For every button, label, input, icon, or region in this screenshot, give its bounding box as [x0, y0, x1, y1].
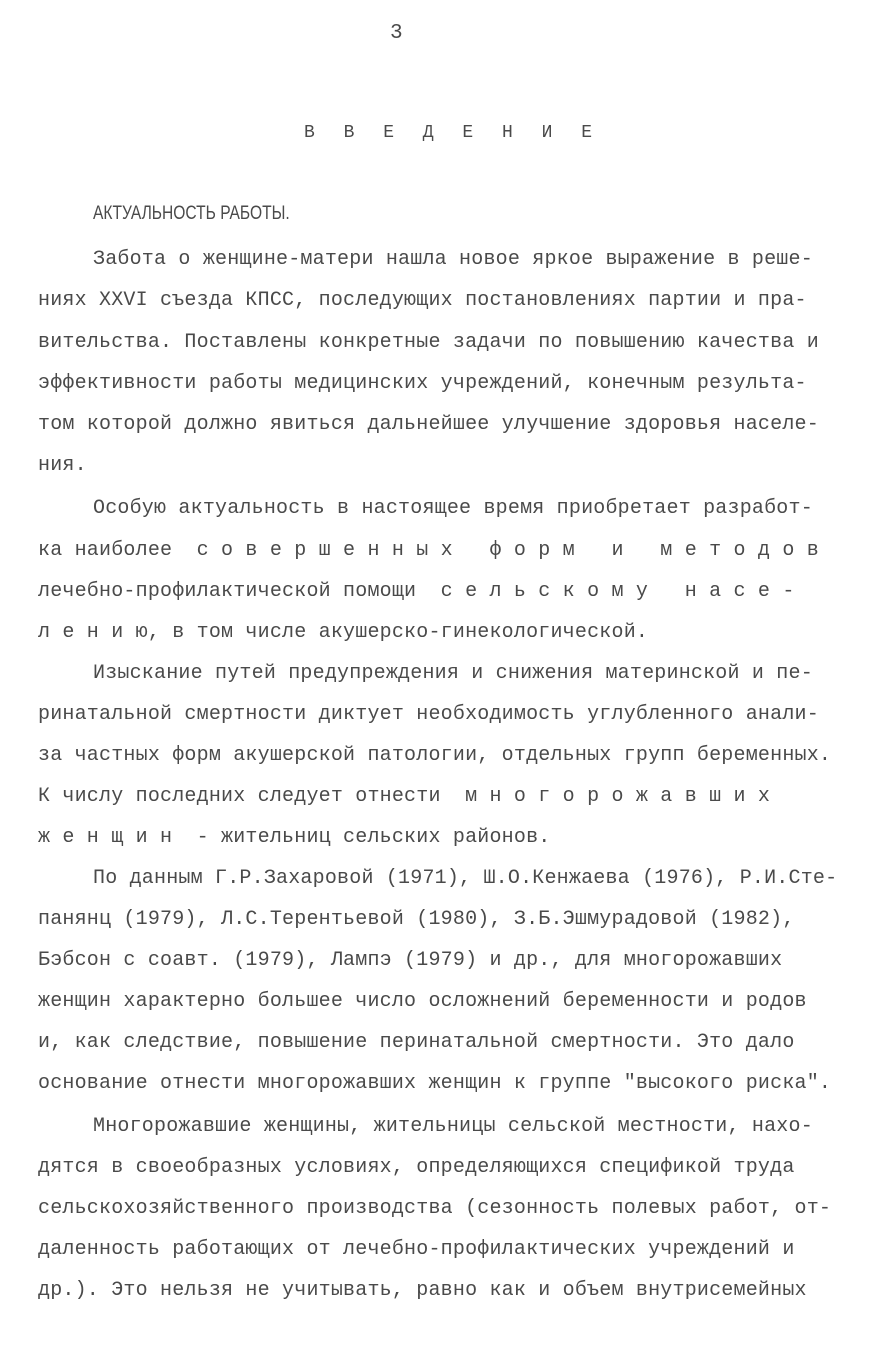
- text-line: основание отнести многорожавших женщин к группе "высокого риска".: [38, 1072, 832, 1095]
- text-line: ж е н щ и н - жительниц сельских районов.: [38, 826, 551, 849]
- chapter-heading: В В Е Д Е Н И Е: [304, 123, 602, 143]
- text-line: дятся в своеобразных условиях, определяющихся спецификой труда: [38, 1156, 795, 1179]
- text-line: вительства. Поставлены конкретные задачи по повышению качества и: [38, 331, 819, 354]
- text-line: Особую актуальность в настоящее время приобретает разработ-: [93, 497, 813, 520]
- text-line: за частных форм акушерской патологии, отдельных групп беременных.: [38, 744, 832, 767]
- text-line: Изыскание путей предупреждения и снижения материнской и пе-: [93, 662, 813, 685]
- text-line: Забота о женщине-матери нашла новое яркое выражение в реше-: [93, 248, 813, 271]
- text-line: сельскохозяйственного производства (сезонность полевых работ, от-: [38, 1197, 832, 1220]
- text-line: ния.: [38, 454, 87, 477]
- text-line: л е н и ю, в том числе акушерско-гинекологической.: [38, 621, 649, 644]
- text-line: По данным Г.Р.Захаровой (1971), Ш.О.Кенжаева (1976), Р.И.Сте-: [93, 867, 838, 890]
- text-line: панянц (1979), Л.С.Терентьевой (1980), З.Б.Эшмурадовой (1982),: [38, 908, 795, 931]
- text-line: женщин характерно большее число осложнений беременности и родов: [38, 990, 807, 1013]
- text-line: даленность работающих от лечебно-профилактических учреждений и: [38, 1238, 795, 1261]
- text-line: ринатальной смертности диктует необходимость углубленного анали-: [38, 703, 819, 726]
- section-title: АКТУАЛЬНОСТЬ РАБОТЫ.: [93, 203, 290, 224]
- text-line: Бэбсон с соавт. (1979), Лампэ (1979) и др., для многорожавших: [38, 949, 783, 972]
- text-line: и, как следствие, повышение перинатальной смертности. Это дало: [38, 1031, 795, 1054]
- text-line: эффективности работы медицинских учреждений, конечным результа-: [38, 372, 807, 395]
- text-line: др.). Это нельзя не учитывать, равно как и объем внутрисемейных: [38, 1279, 807, 1302]
- text-line: ниях XXVI съезда КПСС, последующих постановлениях партии и пра-: [38, 289, 807, 312]
- page-number: 3: [390, 22, 403, 45]
- text-line: Многорожавшие женщины, жительницы сельской местности, нахо-: [93, 1115, 813, 1138]
- text-line: том которой должно явиться дальнейшее улучшение здоровья населе-: [38, 413, 819, 436]
- text-line: ка наиболее с о в е р ш е н н ы х ф о р м и м е т о д о в: [38, 539, 819, 562]
- text-line: лечебно-профилактической помощи с е л ь с к о м у н а с е -: [38, 580, 795, 603]
- text-line: К числу последних следует отнести м н о г о р о ж а в ш и х: [38, 785, 771, 808]
